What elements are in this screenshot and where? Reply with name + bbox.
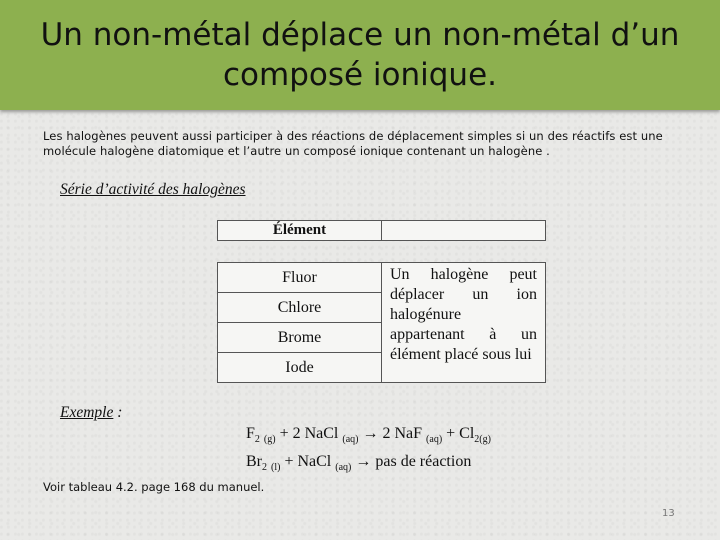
header-empty-cell <box>382 221 546 241</box>
footnote: Voir tableau 4.2. page 168 du manuel. <box>43 480 265 494</box>
table-row-element: Fluor <box>218 263 382 293</box>
equation-2 <box>246 453 471 473</box>
eq1-nacl: + 2 NaCl <box>275 425 339 442</box>
page-title-line-2: composé ionique. <box>222 57 498 93</box>
rule-cell: Un halogène peut déplacer un ion halogénure appartenant à un élément placé sous lui <box>382 263 546 383</box>
table-row-element: Iode <box>218 353 382 383</box>
eq2-br2-state: (l) <box>271 462 281 474</box>
eq2-arrow-result: → pas de réaction <box>351 453 472 470</box>
example-label <box>60 404 122 422</box>
eq1-f2-sub: 2 <box>254 434 260 446</box>
intro-paragraph: Les halogènes peuvent aussi participer à des réactions de déplacement simples si un des réactifs est une molécule halogène diatomique et l’autre un composé ionique contenant un halogène . <box>43 129 663 158</box>
eq1-f2: F <box>246 425 255 442</box>
eq1-cl2-state: (g) <box>479 434 491 446</box>
page-title-line-1: Un non-métal déplace un non-métal d’un <box>40 17 680 53</box>
eq1-naf-state: (aq) <box>426 434 443 446</box>
equation-1 <box>246 425 491 445</box>
title-bar <box>0 0 720 110</box>
eq1-cl: + Cl <box>442 425 475 442</box>
eq2-nacl-state: (aq) <box>335 462 352 474</box>
example-colon: : <box>113 404 123 421</box>
eq2-nacl: + NaCl <box>280 453 332 470</box>
eq1-f2-state: (g) <box>263 434 276 446</box>
eq1-nacl-state: (aq) <box>342 434 359 446</box>
header-element-cell: Élément <box>218 221 382 241</box>
halogen-table <box>217 262 546 383</box>
series-label: Série d’activité des halogènes <box>60 181 246 198</box>
page-number: 13 <box>662 508 675 519</box>
table-row-element: Brome <box>218 323 382 353</box>
eq2-br2-sub: 2 <box>262 462 267 474</box>
eq1-cl2-sub: 2 <box>474 434 480 446</box>
eq1-arrow-naf: → 2 NaF <box>358 425 423 442</box>
table-header <box>217 220 546 241</box>
eq2-br2: Br <box>246 453 262 470</box>
table-row-element: Chlore <box>218 293 382 323</box>
example-word: Exemple <box>60 404 114 421</box>
